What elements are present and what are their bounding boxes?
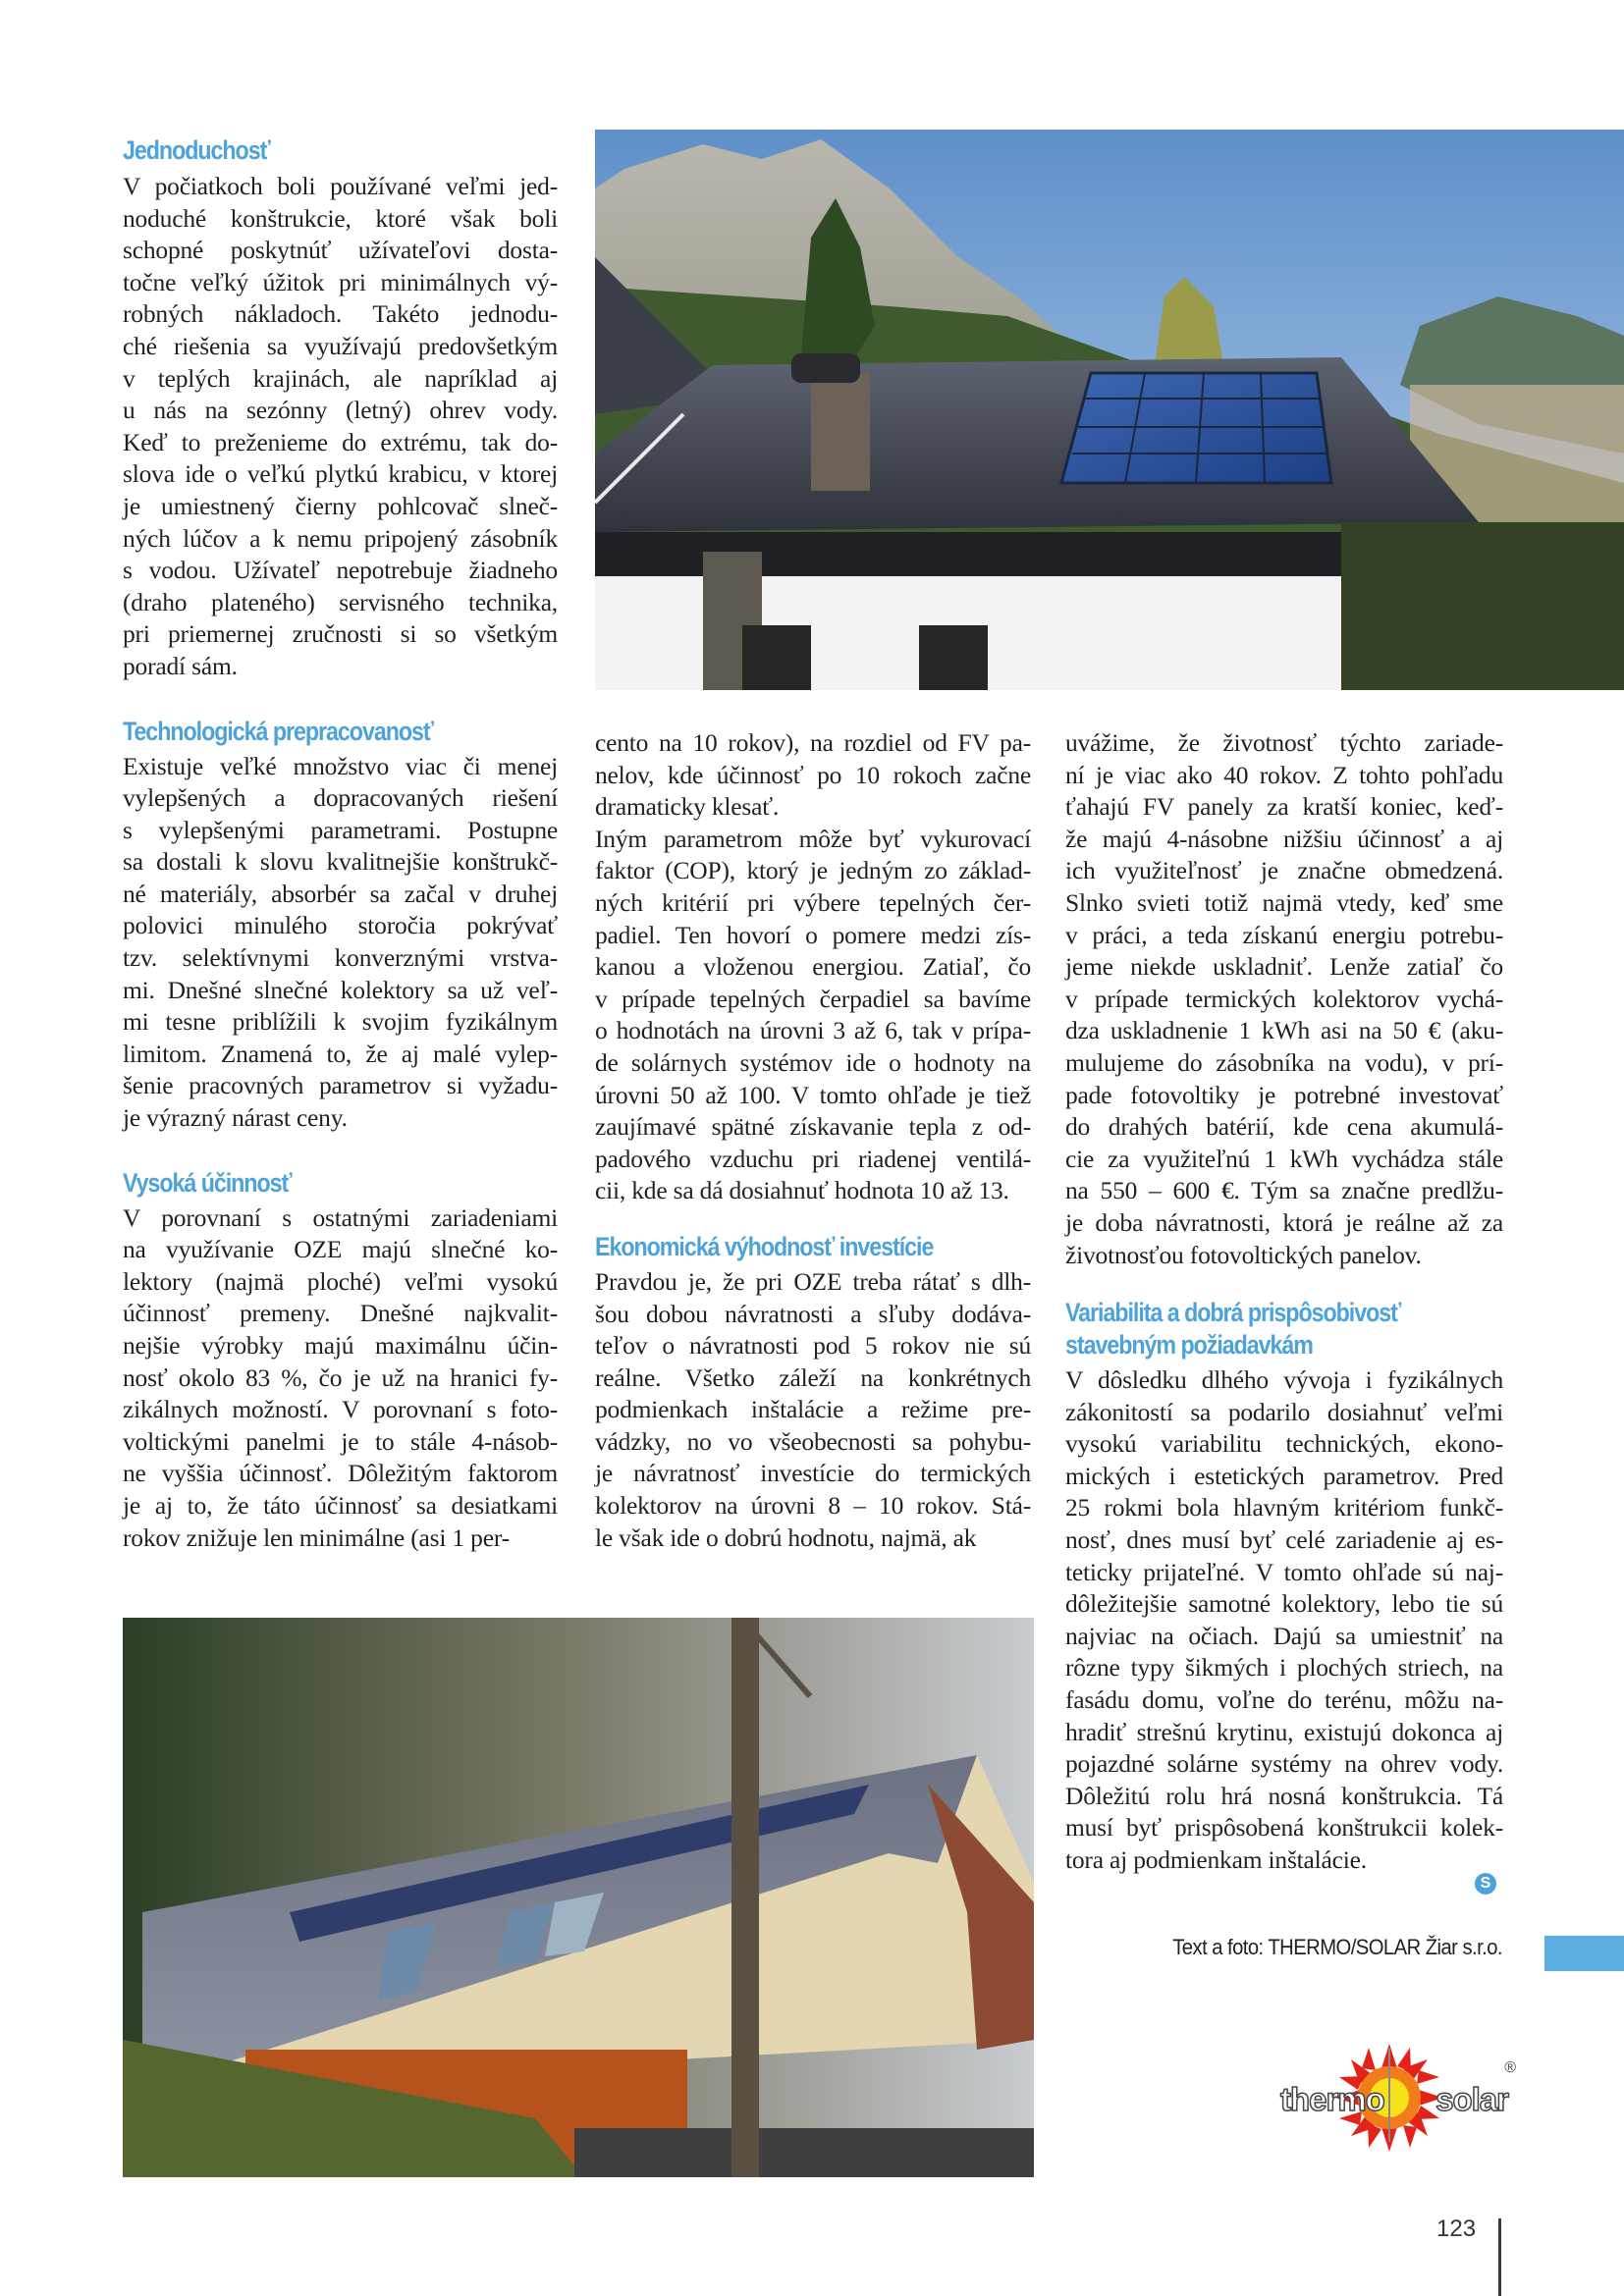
text-line: že majú 4-násobne nižšiu účinnosť a aj bbox=[1065, 824, 1503, 853]
heading-variabilita-line1: Variabilita a dobrá prispôsobivosť bbox=[1065, 1298, 1401, 1328]
logo-text bbox=[1276, 2081, 1512, 2118]
text-line: cento na 10 rokov), na rozdiel od FV pa- bbox=[595, 728, 1031, 757]
text-line: kanou a vloženou energiou. Zatiaľ, čo bbox=[595, 952, 1031, 982]
text-line: V dôsledku dlhého vývoja i fyzikálnych bbox=[1065, 1365, 1503, 1395]
heading-vysoka-ucinnost: Vysoká účinnosť bbox=[123, 1167, 292, 1198]
text-line: ťahajú FV panely za kratší koniec, keď- bbox=[1065, 792, 1503, 822]
text-line: Pravdou je, že pri OZE treba rátať s dlh- bbox=[595, 1266, 1031, 1296]
text-line: v teplých krajinách, ale napríklad aj bbox=[123, 363, 558, 393]
column-right bbox=[1065, 727, 1503, 1877]
article-end-icon: S bbox=[1475, 1873, 1496, 1895]
text-line: voltickými panelmi je to stále 4-násob- bbox=[123, 1426, 558, 1456]
text-line: uvážime, že životnosť týchto zariade- bbox=[1065, 728, 1503, 757]
text-line: mických i estetických parametrov. Pred bbox=[1065, 1461, 1503, 1490]
text-line: je aj to, že táto účinnosť sa desiatkami bbox=[123, 1490, 558, 1520]
text-line: ných lúčov a k nemu pripojený zásobník bbox=[123, 523, 558, 553]
heading-jednoduchost: Jednoduchosť bbox=[123, 135, 270, 165]
text-line: ich využiteľnosť je značne obmedzená. bbox=[1065, 856, 1503, 885]
text-line: tzv. selektívnymi konverznými vrstva- bbox=[123, 943, 558, 973]
text-line: v prípade termických kolektorov vychá- bbox=[1065, 984, 1503, 1013]
logo-text-solar: solar bbox=[1435, 2081, 1508, 2117]
text-line: ché riešenia sa využívajú predovšetkým bbox=[123, 331, 558, 360]
text-line: kolektorov na úrovni 8 – 10 rokov. Stá- bbox=[595, 1491, 1031, 1521]
text-line: do drahých batérií, kde cena akumulá- bbox=[1065, 1112, 1503, 1142]
text-line: mi tesne priblížili k svojim fyzikálnym bbox=[123, 1007, 558, 1037]
text-line: zikálnych možností. V porovnaní s foto- bbox=[123, 1395, 558, 1424]
text-line: pade fotovoltiky je potrebné investovať bbox=[1065, 1080, 1503, 1109]
paragraph-ekonomicka bbox=[595, 1266, 1031, 1554]
text-line: musí byť prispôsobená konštrukcii kolek- bbox=[1065, 1813, 1503, 1842]
heading-variabilita-line2: stavebným požiadavkám bbox=[1065, 1330, 1313, 1361]
paragraph-jednoduchost bbox=[123, 171, 558, 683]
paragraph-technologicka bbox=[123, 751, 558, 1135]
text-line: 25 rokmi bola hlavným kritériom funkč- bbox=[1065, 1493, 1503, 1522]
text-line: najviac na očiach. Dajú sa umiestniť na bbox=[1065, 1621, 1503, 1650]
text-line: Iným parametrom môže byť vykurovací bbox=[595, 824, 1031, 853]
text-line: ne vyššia účinnosť. Dôležitým faktorom bbox=[123, 1459, 558, 1488]
text-line: (draho plateného) servisného technika, bbox=[123, 587, 558, 616]
text-line: vádzky, no vo všeobecnosti sa pohybu- bbox=[595, 1426, 1031, 1456]
text-line: ní je viac ako 40 rokov. Z tohto pohľadu bbox=[1065, 760, 1503, 789]
text-line: šou dobou návratnosti a sľuby dodáva- bbox=[595, 1299, 1031, 1328]
text-line: nelov, kde účinnosť po 10 rokoch začne bbox=[595, 760, 1031, 789]
paragraph-ekonomicka-continued bbox=[1065, 727, 1503, 1271]
text-line: Keď to preženieme do extrému, tak do- bbox=[123, 427, 558, 456]
text-line: dôležitejšie samotné kolektory, lebo tie sú bbox=[1065, 1589, 1503, 1619]
text-line: Slnko svieti totiž najmä vtedy, keď sme bbox=[1065, 887, 1503, 917]
text-line: limitom. Znamená to, že aj malé vylep- bbox=[123, 1039, 558, 1068]
photo-credit: Text a foto: THERMO/SOLAR Žiar s.r.o. bbox=[1172, 1935, 1502, 1959]
text-line: sa dostali k slovu kvalitnejšie konštrukč- bbox=[123, 847, 558, 877]
text-line: na 550 – 600 €. Tým sa značne predlžu- bbox=[1065, 1176, 1503, 1205]
text-line: le však ide o dobrú hodnotu, najmä, ak bbox=[595, 1522, 977, 1552]
section-color-tab bbox=[1544, 1936, 1624, 1971]
text-line: vysokú variabilitu technických, ekono- bbox=[1065, 1429, 1503, 1459]
photo-house-solar-collectors bbox=[123, 1618, 1034, 2177]
paragraph-vysoka-ucinnost bbox=[123, 1202, 558, 1555]
text-line: de solárnych systémov ide o hodnoty na bbox=[595, 1047, 1031, 1077]
house-image bbox=[123, 1618, 1034, 2177]
text-line: vylepšených a dopracovaných riešení bbox=[123, 783, 558, 813]
paragraph-variabilita bbox=[1065, 1364, 1503, 1877]
page-divider-line bbox=[1498, 2218, 1501, 2296]
text-line: mulujeme do zásobníka na vodu), v prí- bbox=[1065, 1047, 1503, 1077]
text-line: polovici minulého storočia pokrývať bbox=[123, 911, 558, 940]
text-line: V porovnaní s ostatnými zariadeniami bbox=[123, 1202, 558, 1232]
text-line: s vylepšenými parametrami. Postupne bbox=[123, 815, 558, 844]
column-middle bbox=[595, 727, 1031, 1554]
logo-text-thermo: thermo bbox=[1280, 2081, 1384, 2117]
text-line: faktor (COP), ktorý je jedným zo základ- bbox=[595, 856, 1031, 885]
text-line: mi. Dnešné slnečné kolektory sa už veľ- bbox=[123, 975, 558, 1004]
text-line: zákonitostí sa podarilo dosiahnuť veľmi bbox=[1065, 1397, 1503, 1426]
text-line: robných nákladoch. Takéto jednodu- bbox=[123, 299, 558, 329]
text-line: nosť, dnes musí byť celé zariadenie aj es- bbox=[1065, 1525, 1503, 1555]
text-line: cii, kde sa dá dosiahnuť hodnota 10 až 13. bbox=[595, 1176, 1009, 1205]
photo-mountain-house-solar-roof bbox=[595, 130, 1624, 690]
text-line: Existuje veľké množstvo viac či menej bbox=[123, 751, 558, 780]
text-line: životnosťou fotovoltických panelov. bbox=[1065, 1240, 1422, 1269]
text-line: lektory (najmä ploché) veľmi vysokú bbox=[123, 1266, 558, 1296]
text-line: pojazdné solárne systémy na ohrev vody. bbox=[1065, 1749, 1503, 1779]
text-line: slova ide o veľkú plytkú krabicu, v ktorej bbox=[123, 459, 558, 489]
page-number: 123 bbox=[1436, 2216, 1477, 2242]
text-line: zaujímavé spätné získavanie tepla z od- bbox=[595, 1112, 1031, 1142]
text-line: úrovni 50 až 100. V tomto ohľade je tiež bbox=[595, 1080, 1031, 1109]
text-line: jeme niekde uskladniť. Lenže zatiaľ čo bbox=[1065, 952, 1503, 982]
text-line: poradí sám. bbox=[123, 651, 238, 680]
text-line: šenie pracovných parametrov si vyžadu- bbox=[123, 1071, 558, 1100]
column-left bbox=[123, 135, 558, 1554]
text-line: účinnosť premeny. Dnešné najkvalit- bbox=[123, 1299, 558, 1328]
text-line: cie za využiteľnú 1 kWh vychádza stále bbox=[1065, 1144, 1503, 1173]
text-line: teticky prijateľné. V tomto ohľade sú naj- bbox=[1065, 1557, 1503, 1586]
text-line: dramaticky klesať. bbox=[595, 792, 780, 822]
text-line: je návratnosť investície do termických bbox=[595, 1459, 1031, 1488]
text-line: dza uskladnenie 1 kWh asi na 50 € (aku- bbox=[1065, 1016, 1503, 1045]
text-line: o hodnotách na úrovni 3 až 6, tak v prípa- bbox=[595, 1016, 1031, 1045]
text-line: u nás na sezónny (letný) ohrev vody. bbox=[123, 396, 558, 425]
text-line: fasádu domu, voľne do terénu, môžu na- bbox=[1065, 1685, 1503, 1715]
text-line: tora aj podmienkam inštalácie. bbox=[1065, 1845, 1367, 1874]
heading-technologicka: Technologická prepracovanosť bbox=[123, 716, 434, 746]
text-line: nejšie výrobky majú maximálnu účin- bbox=[123, 1331, 558, 1360]
text-line: v práci, a teda získanú energiu potrebu- bbox=[1065, 920, 1503, 949]
text-line: né materiály, absorbér sa začal v druhej bbox=[123, 879, 558, 908]
text-line: Dôležitú rolu hrá nosná konštrukcia. Tá bbox=[1065, 1781, 1503, 1810]
text-line: rôzne typy šikmých i plochých striech, na bbox=[1065, 1653, 1503, 1682]
text-line: pri priemernej zručnosti si so všetkým bbox=[123, 619, 558, 649]
registered-mark: ® bbox=[1504, 2059, 1516, 2076]
text-line: reálne. Všetko záleží na konkrétnych bbox=[595, 1362, 1031, 1392]
text-line: hradiť strešnú krytinu, existujú dokonca aj bbox=[1065, 1717, 1503, 1746]
text-line: je doba návratnosti, ktorá je reálne až za bbox=[1065, 1207, 1503, 1237]
text-line: v prípade tepelných čerpadiel sa bavíme bbox=[595, 984, 1031, 1013]
text-line: V počiatkoch boli používané veľmi jed- bbox=[123, 172, 558, 200]
thermo-solar-logo bbox=[1276, 2044, 1516, 2152]
text-line: nosť okolo 83 %, čo je už na hranici fy- bbox=[123, 1362, 558, 1392]
text-line: padiel. Ten hovorí o pomere medzi zís- bbox=[595, 920, 1031, 949]
paragraph-vysoka-ucinnost-continued bbox=[595, 727, 1031, 1207]
text-line: točne veľký úžitok pri minimálnych vý- bbox=[123, 267, 558, 296]
mountain-house-image bbox=[595, 130, 1624, 690]
text-line: je umiestnený čierny pohlcovač slneč- bbox=[123, 491, 558, 520]
text-line: padového vzduchu pri riadenej ventilá- bbox=[595, 1144, 1031, 1173]
text-line: schopné poskytnúť užívateľovi dosta- bbox=[123, 236, 558, 265]
text-line: noduché konštrukcie, ktoré však boli bbox=[123, 203, 558, 233]
text-line: je výrazný nárast ceny. bbox=[123, 1103, 348, 1133]
heading-ekonomicka: Ekonomická výhodnosť investície bbox=[595, 1231, 934, 1261]
text-line: na využívanie OZE majú slnečné ko- bbox=[123, 1235, 558, 1264]
text-line: teľov o návratnosti pod 5 rokov nie sú bbox=[595, 1331, 1031, 1361]
text-line: podmienkach inštalácie a režime pre- bbox=[595, 1395, 1031, 1424]
text-line: s vodou. Užívateľ nepotrebuje žiadneho bbox=[123, 556, 558, 585]
text-line: ných kritérií pri výbere tepelných čer- bbox=[595, 887, 1031, 917]
text-line: rokov znižuje len minimálne (asi 1 per- bbox=[123, 1522, 510, 1552]
